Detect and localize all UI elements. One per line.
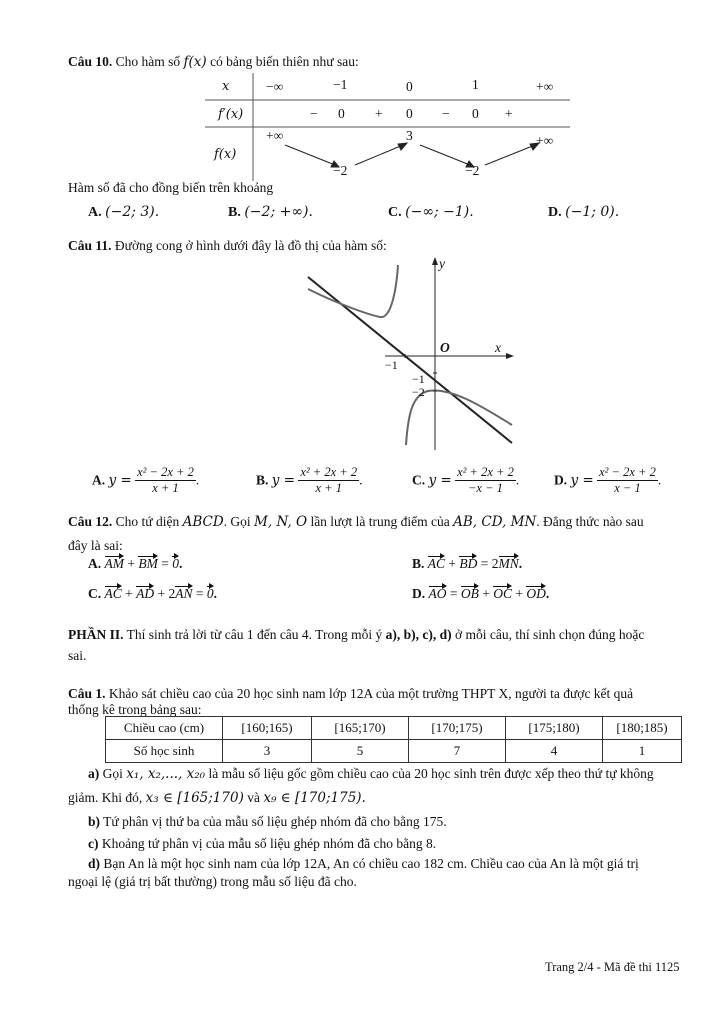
q10-option-d[interactable]: D. (−1; 0).	[548, 204, 620, 220]
table-cell: [165;170)	[312, 717, 409, 740]
vt-fp-2: +	[375, 106, 383, 121]
arrow-up-1	[355, 145, 403, 165]
table-cell: 7	[409, 740, 506, 763]
q11-intro: Câu 11. Đường cong ở hình dưới đây là đồ thị của hàm số:	[68, 238, 387, 253]
c1-label: Câu 1.	[68, 686, 106, 701]
q11-option-a[interactable]: A. y = $\frac{\text{x² − 2x + 2}}{x + 1}$ .	[92, 465, 200, 495]
c1-intro-cont: thống kê trong bảng sau:	[68, 702, 202, 717]
table-cell: [170;175)	[409, 717, 506, 740]
table-header-cell: Số học sinh	[106, 740, 223, 763]
vt-f-2: 3	[406, 128, 413, 143]
table-row	[106, 740, 682, 763]
table-cell: 5	[312, 740, 409, 763]
q12-option-d[interactable]: D. AO = OB + OC + OD.	[412, 586, 550, 601]
vt-f-4: +∞	[536, 133, 554, 148]
q11-option-c[interactable]: C. y = $\frac{\text{x² + 2x + 2}}{-x - 1}$ .	[412, 465, 520, 495]
graph-tick-y-m1: −1	[412, 372, 425, 386]
vt-fp-0: −	[310, 106, 318, 121]
q10-option-c[interactable]: C. (−∞; −1).	[388, 204, 474, 220]
q10-intro: Câu 10. Cho hàm số f(x) có bảng biến thiên như sau:	[68, 54, 359, 70]
q11-label: Câu 11.	[68, 238, 112, 253]
q11-option-b[interactable]: B. y = $\frac{\text{x² + 2x + 2}}{x + 1}$ .	[256, 465, 363, 495]
c1-intro: Câu 1. Khảo sát chiều cao của 20 học sinh nam lớp 12A của một trường THPT X, người ta được kết quả	[68, 686, 634, 701]
q12-label: Câu 12.	[68, 514, 113, 529]
q12-intro: Câu 12. Cho tứ diện ABCD. Gọi M, N, O lần lượt là trung điểm của AB, CD, MN. Đẳng thức nào sau	[68, 514, 644, 530]
table-cell: [180;185)	[603, 717, 682, 740]
graph-tick-y-m2: −2	[412, 385, 425, 399]
vt-x-2: 0	[406, 79, 413, 94]
arrow-up-2	[485, 145, 535, 165]
vt-f-label: f(x)	[214, 147, 237, 162]
c1-item-d-cont: ngoại lệ (giá trị bất thường) trong mẫu số liệu đã cho.	[68, 874, 357, 889]
table-cell: 4	[506, 740, 603, 763]
y-axis-arrow-icon	[432, 257, 438, 265]
q10-question: Hàm số đã cho đồng biến trên khoảng	[68, 180, 274, 195]
vt-f-0: +∞	[266, 128, 284, 143]
q10-option-a[interactable]: A. (−2; 3).	[88, 204, 160, 220]
graph-y-label: y	[439, 256, 445, 271]
graph-origin-label: O	[440, 340, 450, 355]
vt-x-0: −∞	[266, 79, 284, 94]
vt-x-3: 1	[472, 77, 479, 92]
c1-item-a-cont: giảm. Khi đó, x₃ ∈ [165;170) và x₉ ∈ [170;175).	[68, 790, 366, 806]
table-cell: [160;165)	[223, 717, 312, 740]
table-row	[106, 717, 682, 740]
c1-item-a[interactable]: a) Gọi x₁, x₂,..., x₂₀ là mẫu số liệu gốc gồm chiều cao của 20 học sinh trên được xếp theo thứ tự không	[88, 766, 654, 782]
vt-fp-3: 0	[406, 106, 413, 121]
q11-option-d[interactable]: D. y = $\frac{\text{x² − 2x + 2}}{x - 1}$ .	[554, 465, 662, 495]
arrow-down-1	[285, 145, 335, 165]
vt-fp-1: 0	[338, 106, 345, 121]
c1-item-b[interactable]: b) Tứ phân vị thứ ba của mẫu số liệu ghép nhóm đã cho bằng 175.	[88, 814, 447, 829]
frequency-table	[105, 716, 682, 763]
part2-intro-cont: sai.	[68, 648, 87, 663]
graph-tick-x-m1: −1	[385, 358, 398, 372]
page-footer: Trang 2/4 - Mã đề thi 1125	[545, 960, 680, 974]
table-header-cell: Chiều cao (cm)	[106, 717, 223, 740]
table-cell: 1	[603, 740, 682, 763]
c1-item-c[interactable]: c) Khoảng tứ phân vị của mẫu số liệu ghép nhóm đã cho bằng 8.	[88, 836, 437, 851]
vt-x-label: x	[222, 79, 230, 94]
q10-option-b[interactable]: B. (−2; +∞).	[228, 204, 313, 220]
vt-fp-4: −	[442, 106, 450, 121]
vt-f-3: −2	[465, 163, 480, 178]
x-axis-arrow-icon	[506, 353, 514, 359]
arrow-down-2	[420, 145, 470, 165]
vt-x-4: +∞	[536, 79, 554, 94]
part2-title: PHẦN II.	[68, 627, 124, 642]
table-cell: [175;180)	[506, 717, 603, 740]
vt-fp-5: 0	[472, 106, 479, 121]
vt-x-1: −1	[333, 77, 348, 92]
vt-fp-6: +	[505, 106, 513, 121]
q10-label: Câu 10.	[68, 54, 113, 69]
vt-f-1: −2	[333, 163, 348, 178]
variation-table	[205, 73, 575, 185]
q12-option-a[interactable]: A. AM + BM = 0.	[88, 556, 183, 571]
graph-x-label: x	[495, 340, 501, 355]
q11-graph	[300, 255, 520, 455]
c1-item-d[interactable]: d) Bạn An là một học sinh nam của lớp 12A, An có chiều cao 182 cm. Chiều cao của An là một giá trị	[88, 856, 639, 871]
vt-fp-label: f′(x)	[218, 107, 244, 122]
left-branch	[308, 265, 398, 317]
q12-intro-cont: đây là sai:	[68, 538, 123, 553]
table-cell: 3	[223, 740, 312, 763]
q12-option-c[interactable]: C. AC + AD + 2AN = 0.	[88, 586, 218, 601]
part2-intro: PHẦN II. Thí sinh trả lời từ câu 1 đến câu 4. Trong mỗi ý a), b), c), d) ở mỗi câu, thí sinh chọn đúng hoặc	[68, 627, 645, 642]
q12-option-b[interactable]: B. AC + BD = 2MN.	[412, 556, 523, 571]
